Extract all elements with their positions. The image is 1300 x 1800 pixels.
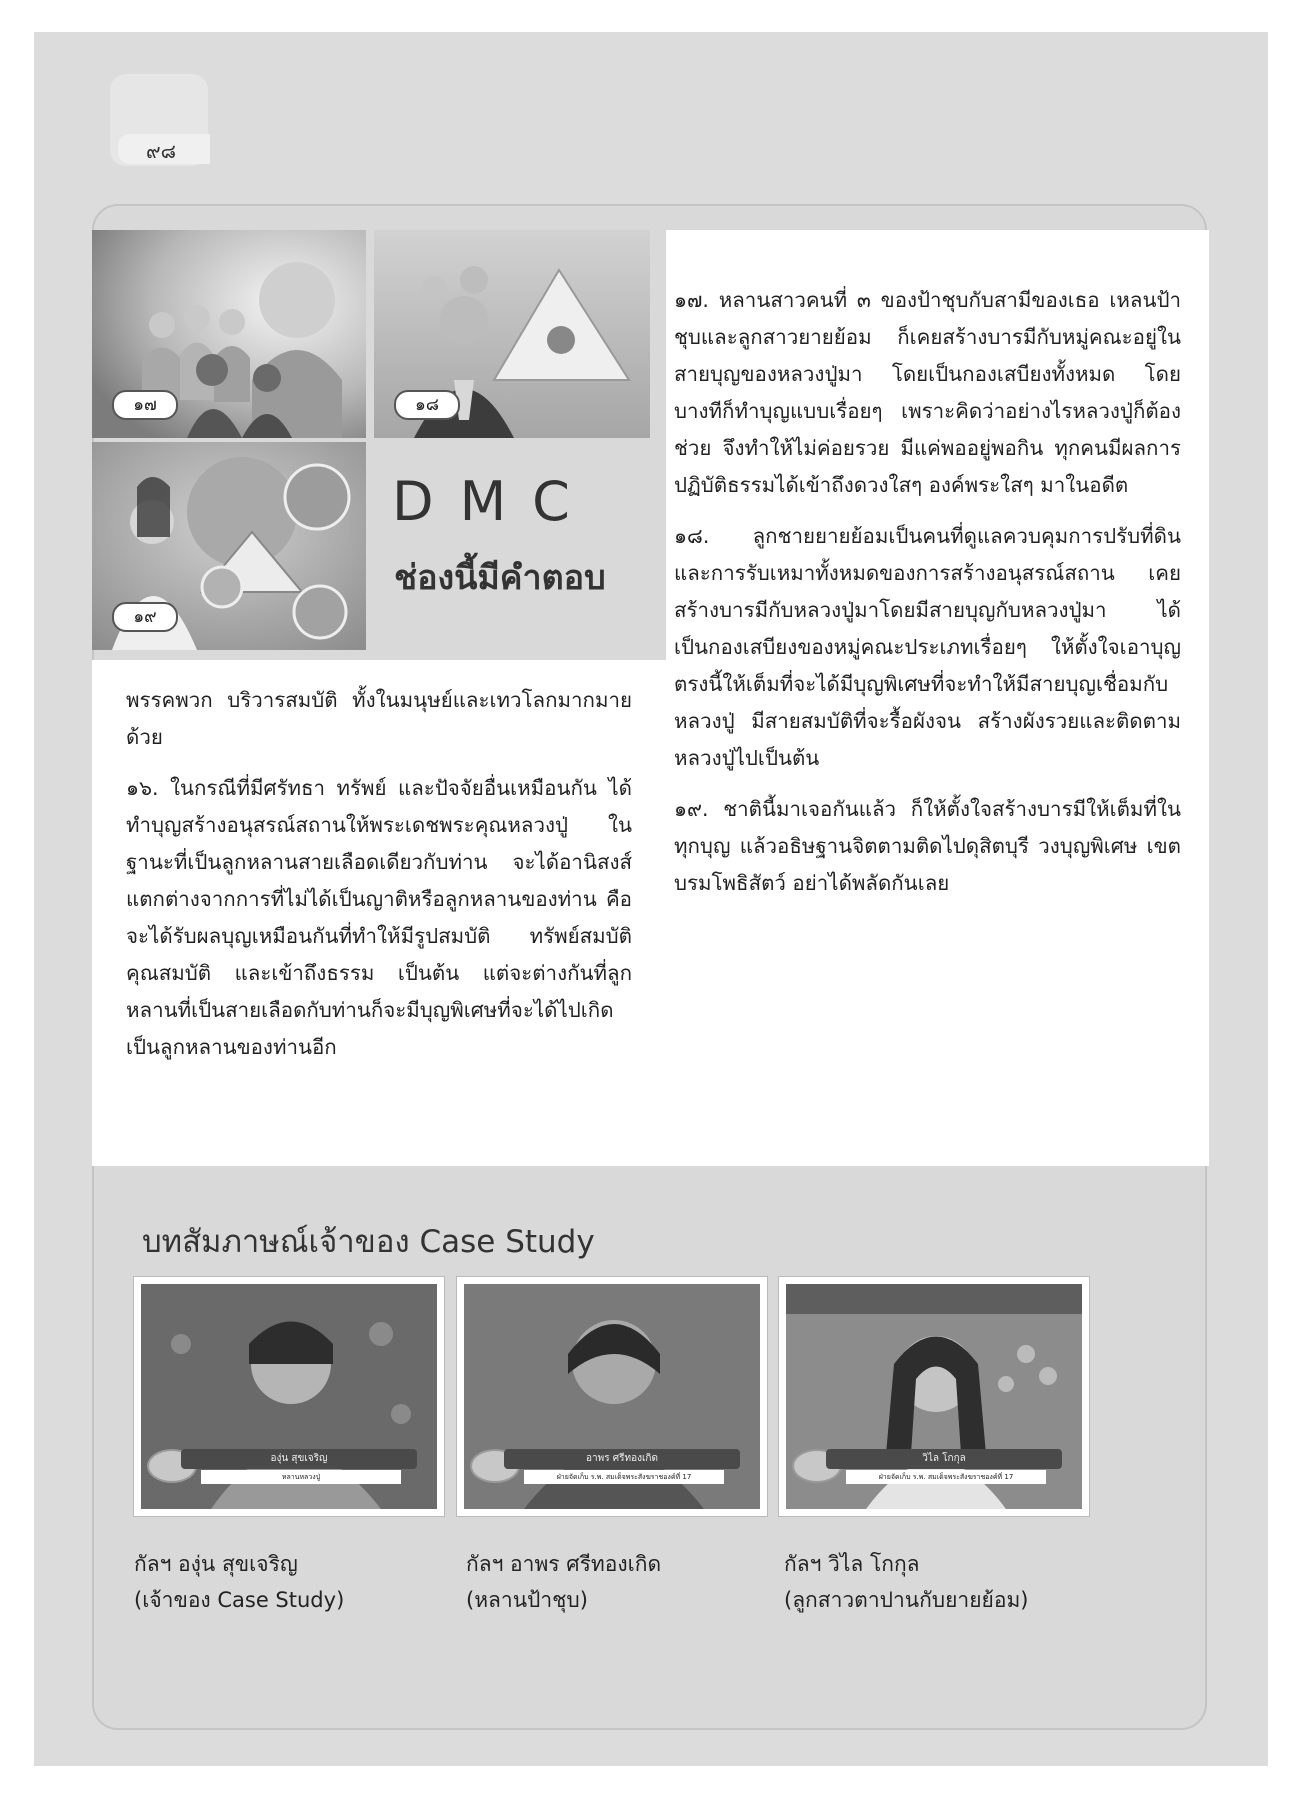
person-caption-2: [466, 1546, 661, 1618]
tv-caption-name: อาพร ศรีทองเกิด: [504, 1449, 740, 1469]
illustration-18: [374, 230, 650, 438]
paragraph-16: ๑๖. ในกรณีที่มีศรัทธา ทรัพย์ และปัจจัยอื่นเหมือนกัน ได้ทำบุญสร้างอนุสรณ์สถานให้พระเดชพระคุณหลวงปู่ ในฐานะที่เป็นลูกหลานสายเลือดเดียวกับท่าน จะได้อานิสงส์แตกต่างจากการที่ไม่ได้เป็นญาติหรือลูกหลานของท่าน คือ จะได้รับผลบุญเหมือนกันที่ทำให้มีรูปสมบัติ ทรัพย์สมบัติ คุณสมบัติ และเข้าถึงธรรม เป็นต้น แต่จะต่างกันที่ลูกหลานที่เป็นสายเลือดกับท่านก็จะมีบุญพิเศษที่จะได้ไปเกิดเป็นลูกหลานของท่านอีก: [126, 776, 632, 1059]
interview-photo-3: [778, 1276, 1090, 1517]
interview-heading: บทสัมภาษณ์เจ้าของ Case Study: [142, 1224, 595, 1260]
interview-photo-1: [133, 1276, 445, 1517]
person-role: (ลูกสาวตาปานกับยายย้อม): [784, 1588, 1029, 1612]
dmc-logo: DMC: [392, 470, 596, 533]
tv-caption: [504, 1449, 740, 1487]
tv-caption-name: วิไล โกกุล: [826, 1449, 1062, 1469]
person-name: กัลฯ วิไล โกกุล: [784, 1552, 920, 1576]
illustration-17: [92, 230, 366, 438]
tv-caption: [826, 1449, 1062, 1487]
illustration-badge: ๑๙: [112, 602, 178, 632]
tv-caption-role: หลานหลวงปู่: [201, 1470, 401, 1484]
paragraph-17: ๑๗. หลานสาวคนที่ ๓ ของป้าชุบกับสามีของเธอ เหลนป้าชุบและลูกสาวยายย้อม ก็เคยสร้างบารมีกับหมู่คณะอยู่ในสายบุญของหลวงปู่มา โดยเป็นกองเสบียงทั้งหมด โดยบางทีก็ทำบุญแบบเรื่อยๆ เพราะคิดว่าอย่างไรหลวงปู่ก็ต้องช่วย จึงทำให้ไม่ค่อยรวย มีแค่พออยู่พอกิน ทุกคนมีผลการปฏิบัติธรรมได้เข้าถึงดวงใสๆ องค์พระใสๆ มาในอดีต: [674, 288, 1181, 497]
dmc-tagline: ช่องนี้มีคำตอบ: [394, 558, 606, 598]
illustration-badge: ๑๗: [112, 390, 178, 420]
left-column: [126, 682, 632, 1080]
page-number: ๙๘: [146, 139, 177, 163]
paragraph-19: ๑๙. ชาตินี้มาเจอกันแล้ว ก็ให้ตั้งใจสร้างบารมีให้เต็มที่ในทุกบุญ แล้วอธิษฐานจิตตามติดไปดุสิตบุรี วงบุญพิเศษ เขตบรมโพธิสัตว์ อย่าได้พลัดกันเลย: [674, 797, 1181, 895]
tv-caption-role: ฝ่ายจัดเก็บ ร.พ. สมเด็จพระสังฆราชองค์ที่ 17: [524, 1470, 724, 1484]
paragraph-18: ๑๘. ลูกชายยายย้อมเป็นคนที่ดูแลควบคุมการปรับที่ดินและการรับเหมาทั้งหมดของการสร้างอนุสรณ์สถาน เคยสร้างบารมีกับหลวงปู่มาโดยมีสายบุญกับหลวงปู่มา ได้เป็นกองเสบียงของหมู่คณะประเภทเรื่อยๆ ให้ตั้งใจเอาบุญตรงนี้ให้เต็มที่จะได้มีบุญพิเศษที่จะทำให้มีสายบุญเชื่อมกับหลวงปู่ มีสายสมบัติที่จะรื้อผังจน สร้างผังรวยและติดตามหลวงปู่ไปเป็นต้น: [674, 524, 1181, 770]
person-name: กัลฯ อาพร ศรีทองเกิด: [466, 1552, 662, 1576]
tv-caption-role: ฝ่ายจัดเก็บ ร.พ. สมเด็จพระสังฆราชองค์ที่ 17: [846, 1470, 1046, 1484]
person-role: (เจ้าของ Case Study): [134, 1588, 345, 1612]
tv-caption: [181, 1449, 417, 1487]
interview-photo-2: [456, 1276, 768, 1517]
person-name: กัลฯ องุ่น สุขเจริญ: [134, 1552, 298, 1576]
person-caption-1: [134, 1546, 344, 1618]
paragraph: พรรคพวก บริวารสมบัติ ทั้งในมนุษย์และเทวโลกมากมายด้วย: [126, 688, 632, 749]
illustration-badge: ๑๘: [394, 390, 460, 420]
illustration-19: [92, 442, 366, 650]
tv-caption-name: องุ่น สุขเจริญ: [181, 1449, 417, 1469]
person-role: (หลานป้าชุบ): [466, 1588, 588, 1612]
right-column: [674, 282, 1181, 916]
person-caption-3: [784, 1546, 1028, 1618]
